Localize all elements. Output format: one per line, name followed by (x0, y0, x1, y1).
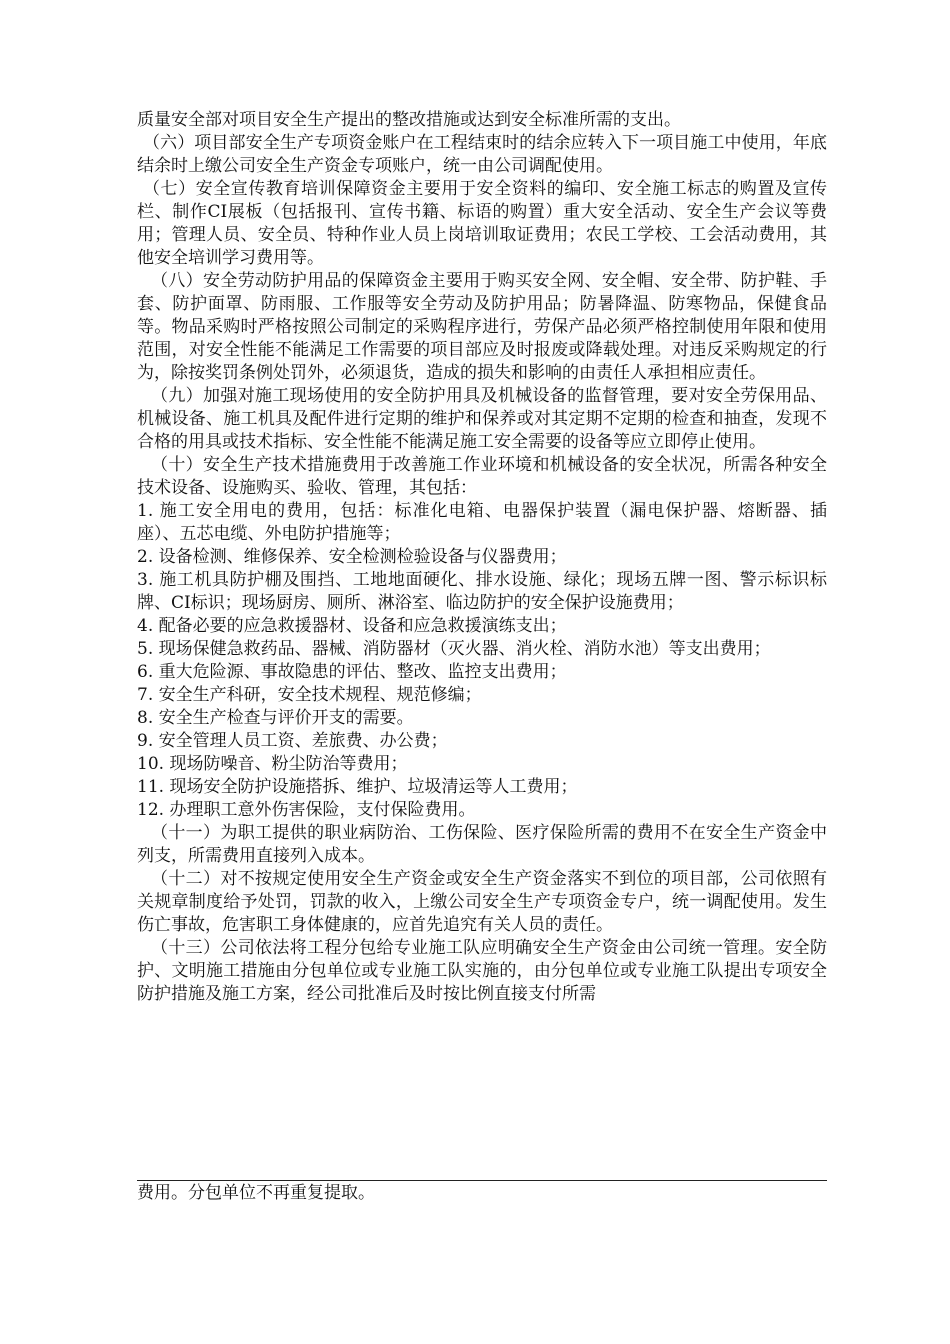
horizontal-rule (137, 1180, 827, 1181)
list-item-4: 4. 配备必要的应急救援器材、设备和应急救援演练支出； (137, 616, 567, 636)
paragraph-continuation: 质量安全部对项目安全生产提出的整改措施或达到安全标准所需的支出。 (137, 110, 681, 130)
list-item-7: 7. 安全生产科研，安全技术规程、规范修编； (137, 685, 482, 705)
list-item-5: 5. 现场保健急救药品、器械、消防器材（灭火器、消火栓、消防水池）等支出费用； (137, 639, 771, 659)
list-item-10: 10. 现场防噪音、粉尘防治等费用； (137, 754, 408, 774)
document-body (137, 109, 827, 1006)
paragraph-item-9: （九）加强对施工现场使用的安全防护用具及机械设备的监督管理，要对安全劳保用品、机械设备、施工机具及配件进行定期的维护和保养或对其定期不定期的检查和抽查，发现不合格的用具或技术指标、安全性能不能满足施工安全需要的设备等应立即停止使用。 (137, 386, 827, 452)
list-item-11: 11. 现场安全防护设施搭拆、维护、垃圾清运等人工费用； (137, 777, 578, 797)
paragraph-item-13: （十三）公司依法将工程分包给专业施工队应明确安全生产资金由公司统一管理。安全防护、文明施工措施由分包单位或专业施工队实施的，由分包单位或专业施工队提出专项安全防护措施及施工方案，经公司批准后及时按比例直接支付所需 (137, 938, 827, 1004)
paragraph-tail: 费用。分包单位不再重复提取。 (137, 1183, 375, 1203)
paragraph-item-12: （十二）对不按规定使用安全生产资金或安全生产资金落实不到位的项目部，公司依照有关规章制度给予处罚，罚款的收入，上缴公司安全生产专项资金专户，统一调配使用。发生伤亡事故，危害职工身体健康的，应首先追究有关人员的责任。 (137, 869, 827, 935)
paragraph-item-8: （八）安全劳动防护用品的保障资金主要用于购买安全网、安全帽、安全带、防护鞋、手套、防护面罩、防雨服、工作服等安全劳动及防护用品；防暑降温、防寒物品，保健食品等。物品采购时严格按照公司制定的采购程序进行，劳保产品必须严格控制使用年限和使用范围，对安全性能不能满足工作需要的项目部应及时报废或降载处理。对违反采购规定的行为，除按奖罚条例处罚外，必须退货，造成的损失和影响的由责任人承担相应责任。 (137, 271, 827, 383)
list-item-3: 3. 施工机具防护棚及围挡、工地地面硬化、排水设施、绿化；现场五牌一图、警示标识标牌、CI标识；现场厨房、厕所、淋浴室、临边防护的安全保护设施费用； (137, 570, 827, 613)
list-item-1: 1. 施工安全用电的费用，包括：标准化电箱、电器保护装置（漏电保护器、熔断器、插座）、五芯电缆、外电防护措施等； (137, 501, 827, 544)
list-item-8: 8. 安全生产检查与评价开支的需要。 (137, 708, 414, 728)
list-item-2: 2. 设备检测、维修保养、安全检测检验设备与仪器费用； (137, 547, 567, 567)
paragraph-item-7: （七）安全宣传教育培训保障资金主要用于安全资料的编印、安全施工标志的购置及宣传栏、制作CI展板（包括报刊、宣传书籍、标语的购置）重大安全活动、安全生产会议等费用；管理人员、安全员、特种作业人员上岗培训取证费用；农民工学校、工会活动费用，其他安全培训学习费用等。 (137, 179, 827, 268)
paragraph-item-10: （十）安全生产技术措施费用于改善施工作业环境和机械设备的安全状况，所需各种安全技术设备、设施购买、验收、管理，其包括： (137, 455, 827, 498)
list-item-12: 12. 办理职工意外伤害保险，支付保险费用。 (137, 800, 476, 820)
paragraph-item-11: （十一）为职工提供的职业病防治、工伤保险、医疗保险所需的费用不在安全生产资金中列支，所需费用直接列入成本。 (137, 823, 827, 866)
list-item-6: 6. 重大危险源、事故隐患的评估、整改、监控支出费用； (137, 662, 567, 682)
paragraph-item-6: （六）项目部安全生产专项资金账户在工程结束时的结余应转入下一项目施工中使用，年底结余时上缴公司安全生产资金专项账户，统一由公司调配使用。 (137, 133, 827, 176)
list-item-9: 9. 安全管理人员工资、差旅费、办公费； (137, 731, 448, 751)
